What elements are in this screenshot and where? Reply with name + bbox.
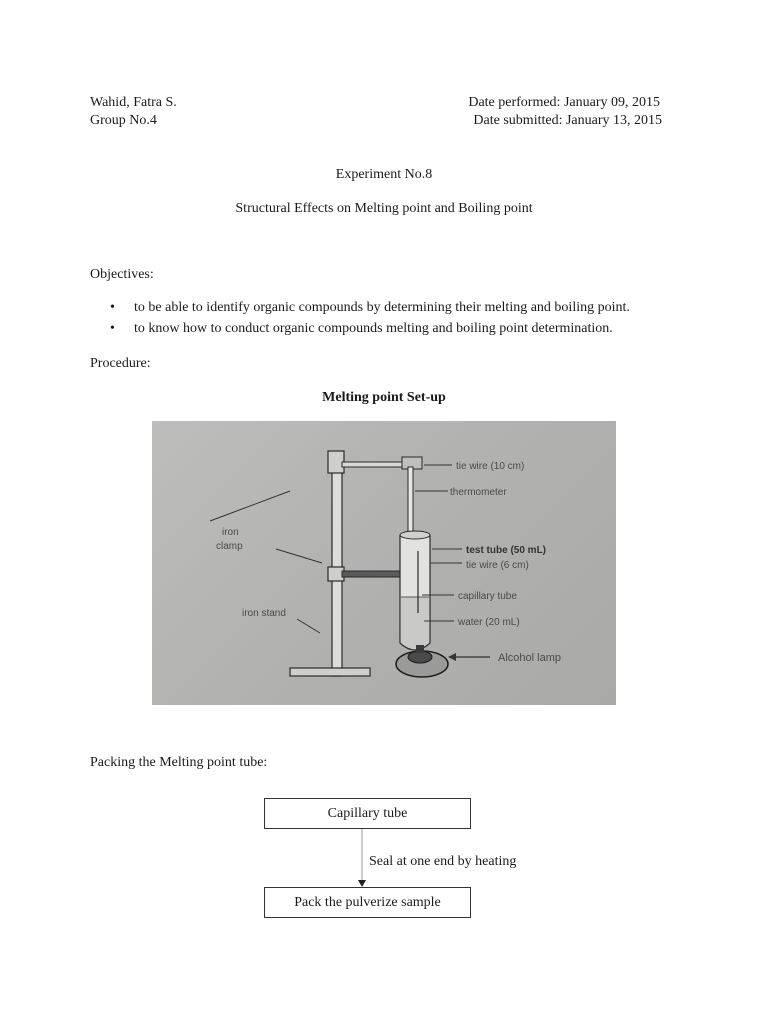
flow-step-capillary-tube: Capillary tube bbox=[264, 798, 471, 829]
label-alcohol-lamp: Alcohol lamp bbox=[498, 652, 561, 664]
date-performed: Date performed: January 09, 2015 bbox=[468, 95, 660, 110]
student-name: Wahid, Fatra S. bbox=[90, 95, 177, 110]
date-submitted: Date submitted: January 13, 2015 bbox=[473, 113, 662, 128]
flow-step-pack-sample: Pack the pulverize sample bbox=[264, 887, 471, 918]
label-thermometer: thermometer bbox=[450, 487, 507, 498]
objective-item: • to know how to conduct organic compounds melting and boiling point determination. bbox=[110, 321, 630, 342]
experiment-number: Experiment No.8 bbox=[335, 167, 433, 182]
melting-point-setup-photo bbox=[152, 421, 616, 705]
water bbox=[401, 597, 429, 649]
objectives-list bbox=[110, 300, 630, 342]
packing-heading: Packing the Melting point tube: bbox=[90, 755, 268, 770]
objectives-heading: Objectives: bbox=[90, 267, 154, 282]
figure-title: Melting point Set-up bbox=[322, 390, 446, 405]
objective-item: • to be able to identify organic compounds by determining their melting and boiling point. bbox=[110, 300, 630, 321]
top-clamp-arm bbox=[342, 462, 406, 467]
group-number: Group No.4 bbox=[90, 113, 157, 128]
label-test-tube: test tube (50 mL) bbox=[466, 545, 547, 556]
experiment-title: Structural Effects on Melting point and Boiling point bbox=[235, 201, 533, 216]
label-iron-clamp-2: clamp bbox=[216, 541, 243, 552]
setup-diagram bbox=[152, 421, 616, 705]
label-tie-wire-mid: tie wire (6 cm) bbox=[466, 560, 529, 571]
label-iron-clamp-1: iron bbox=[222, 527, 239, 538]
label-water: water (20 mL) bbox=[458, 617, 520, 628]
iron-stand-base bbox=[290, 668, 370, 676]
procedure-heading: Procedure: bbox=[90, 356, 151, 371]
flow-arrow-label: Seal at one end by heating bbox=[369, 854, 517, 869]
flow-arrow bbox=[355, 829, 369, 888]
label-iron-stand: iron stand bbox=[242, 608, 286, 619]
label-capillary-tube: capillary tube bbox=[458, 591, 517, 602]
label-tie-wire-top: tie wire (10 cm) bbox=[456, 461, 525, 472]
